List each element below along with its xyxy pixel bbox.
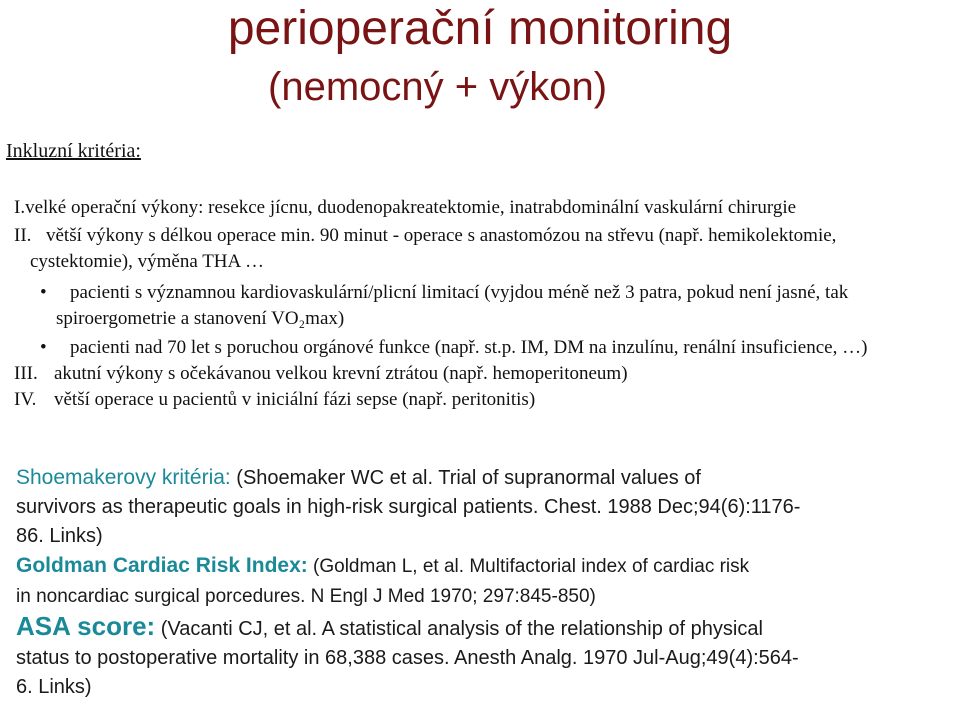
reference-goldman xyxy=(16,551,956,612)
criteria-line-continued xyxy=(30,251,264,273)
reference-text: 6. Links) xyxy=(16,676,92,698)
reference-text: (Shoemaker WC et al. Trial of supranormal values of xyxy=(230,467,701,489)
criteria-text: větší operace u pacientů v iniciální fázi sepse (např. peritonitis) xyxy=(54,389,536,410)
reference-label: Shoemakerovy kritéria: xyxy=(16,466,231,489)
page-title: perioperační monitoring xyxy=(227,2,733,55)
reference-asa xyxy=(16,612,956,702)
reference-text: (Goldman L, et al. Multifactorial index of cardiac risk xyxy=(307,556,750,577)
criteria-line-continued xyxy=(56,308,344,330)
criteria-line xyxy=(14,197,796,219)
criteria-text: cystektomie), výměna THA … xyxy=(30,251,264,272)
reference-label: ASA score: xyxy=(16,611,156,641)
reference-text: (Vacanti CJ, et al. A statistical analysis of the relationship of physical xyxy=(155,618,763,640)
criteria-marker: IV. xyxy=(14,389,37,410)
bullet-marker: • xyxy=(40,282,47,303)
criteria-line xyxy=(14,389,535,411)
reference-shoemaker xyxy=(16,463,956,551)
reference-text: survivors as therapeutic goals in high-risk surgical patients. Chest. 1988 Dec;94(6):1176- xyxy=(16,496,801,518)
page-subtitle: (nemocný + výkon) xyxy=(268,65,608,109)
criteria-marker: II. xyxy=(14,225,32,246)
criteria-text: pacienti s významnou kardiovaskulární/plicní limitací (vyjdou méně než 3 patra, pokud není jasné, tak xyxy=(70,282,849,303)
criteria-marker: III. xyxy=(14,363,38,384)
criteria-text: pacienti nad 70 let s poruchou orgánové funkce (např. st.p. IM, DM na inzulínu, renální insuficience, …) xyxy=(70,337,868,358)
criteria-text: akutní výkony s očekávanou velkou krevní ztrátou (např. hemoperitoneum) xyxy=(54,363,628,384)
bullet-marker: • xyxy=(40,337,47,358)
criteria-text: velké operační výkony: resekce jícnu, duodenopakreatektomie, inatrabdominální vaskulární chirurgie xyxy=(25,197,797,218)
references xyxy=(16,463,956,702)
criteria-line xyxy=(14,225,836,247)
criteria-text: spiroergometrie a stanovení VO₂max) xyxy=(56,308,345,329)
criteria-bullet xyxy=(40,282,848,304)
inclusion-header: Inkluzní kritéria: xyxy=(6,140,141,162)
criteria-text: větší výkony s délkou operace min. 90 minut - operace s anastomózou na střevu (např. hemikolektomie, xyxy=(46,225,837,246)
reference-text: 86. Links) xyxy=(16,525,103,547)
criteria-marker: I. xyxy=(14,197,26,218)
reference-text: status to postoperative mortality in 68,388 cases. Anesth Analg. 1970 Jul-Aug;49(4):564- xyxy=(16,647,799,669)
reference-label: Goldman Cardiac Risk Index: xyxy=(16,554,308,577)
reference-text: in noncardiac surgical porcedures. N Engl J Med 1970; 297:845-850) xyxy=(16,586,596,607)
criteria-bullet xyxy=(40,337,867,359)
criteria-line xyxy=(14,363,628,385)
